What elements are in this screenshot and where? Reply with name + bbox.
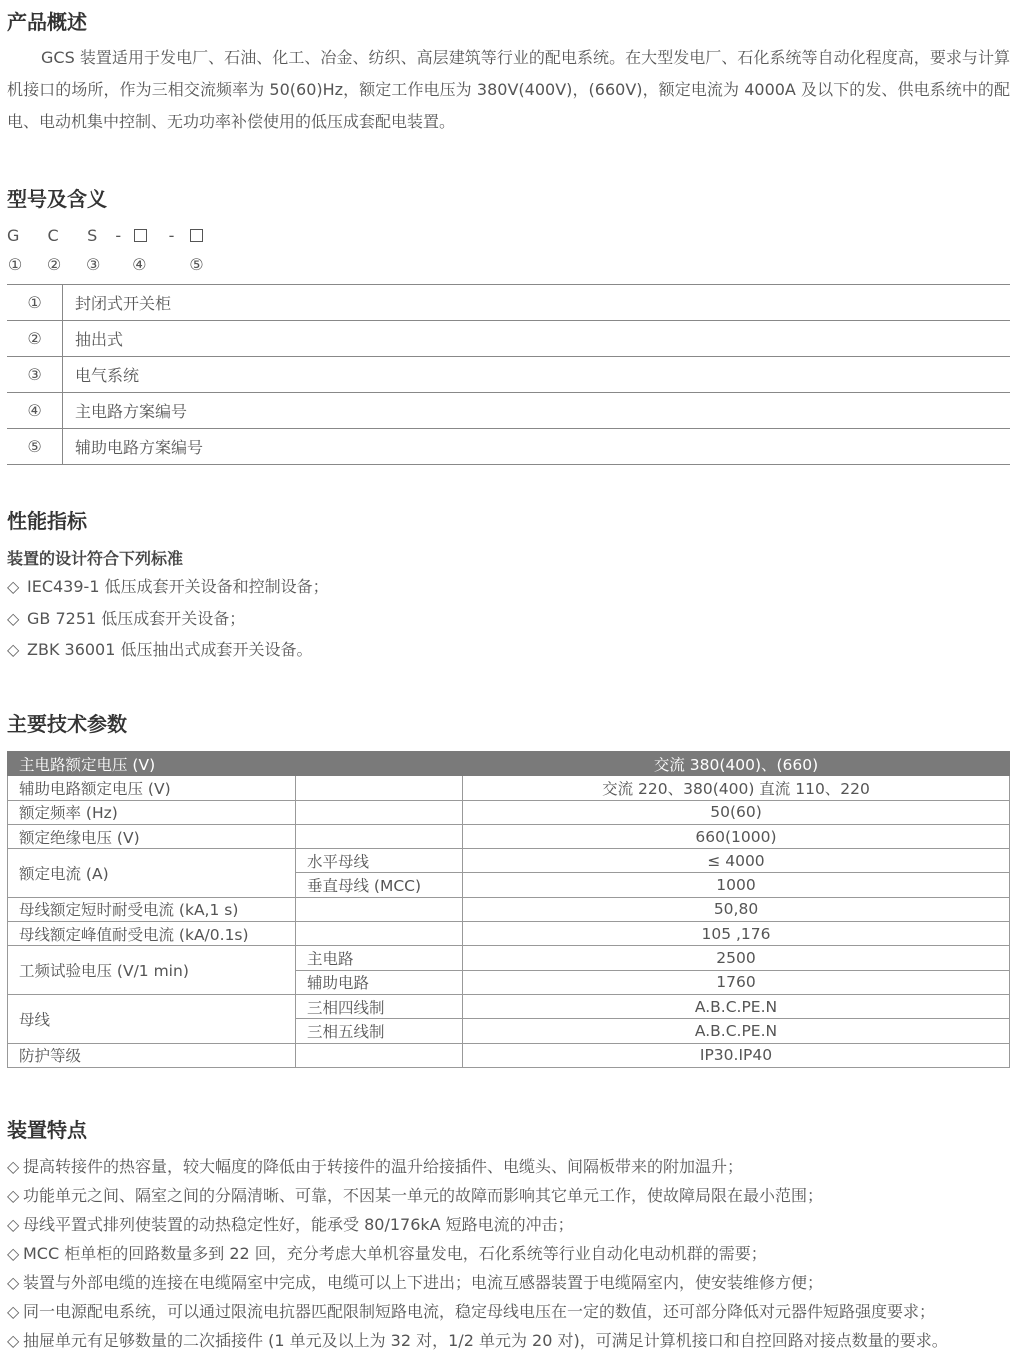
table-row (7, 429, 1010, 465)
model-letter-g: G (7, 226, 20, 245)
row-num: ② (7, 321, 63, 357)
list-item (7, 1326, 948, 1355)
model-meaning-table (7, 284, 1010, 465)
table-row (8, 824, 1010, 848)
overview-title: 产品概述 (7, 10, 87, 34)
table-row (8, 849, 1010, 873)
list-item (7, 1239, 948, 1268)
list-item-text: 同一电源配电系统，可以通过限流电抗器匹配限制短路电流，稳定母线电压在一定的数值，还可部分降低对元器件短路强度要求； (23, 1302, 936, 1321)
cell-value: 1000 (463, 873, 1010, 897)
cell-value: A.B.C.PE.N (463, 994, 1010, 1018)
list-item-text: ZBK 36001 低压抽出式成套开关设备。 (27, 640, 313, 659)
diamond-icon: ◇ (7, 1157, 20, 1176)
cell-value: 50,80 (463, 897, 1010, 921)
cell-label: 工频试验电压 (V/1 min) (8, 946, 296, 995)
cell-value: 105 ,176 (463, 922, 1010, 946)
row-num: ③ (7, 357, 63, 393)
params-title: 主要技术参数 (7, 712, 127, 736)
row-text: 电气系统 (63, 357, 1011, 393)
list-item-text: MCC 柜单柜的回路数量多到 22 回，充分考虑大单机容量发电，石化系统等行业自动化电动机群的需要； (23, 1244, 767, 1263)
diamond-icon: ◇ (7, 1244, 20, 1263)
table-row (7, 393, 1010, 429)
diamond-icon: ◇ (7, 1302, 20, 1321)
diamond-icon: ◇ (7, 640, 20, 659)
model-marker-1: ① (7, 255, 23, 274)
cell-value: 50(60) (463, 800, 1010, 824)
row-num: ④ (7, 393, 63, 429)
list-item-text: GB 7251 低压成套开关设备； (27, 608, 246, 628)
model-dash-1: - (115, 226, 122, 245)
cell-value: 660(1000) (463, 824, 1010, 848)
diamond-icon: ◇ (7, 608, 20, 628)
diamond-icon: ◇ (7, 1273, 20, 1292)
list-item-text: 母线平置式排列使装置的动热稳定性好，能承受 80/176kA 短路电流的冲击； (23, 1215, 574, 1234)
cell-sublabel: 水平母线 (296, 849, 463, 873)
table-header-row (8, 752, 1010, 776)
cell-value: IP30.IP40 (463, 1043, 1010, 1067)
model-code (7, 226, 203, 245)
list-item (7, 634, 329, 666)
model-markers (7, 255, 204, 274)
list-item (7, 1210, 948, 1239)
table-row (8, 800, 1010, 824)
cell-value: A.B.C.PE.N (463, 1019, 1010, 1043)
model-letter-s: S (87, 226, 98, 245)
row-num: ① (7, 285, 63, 321)
features-list (7, 1152, 948, 1355)
params-table (7, 751, 1010, 1068)
table-row (8, 922, 1010, 946)
list-item (7, 571, 329, 603)
cell-label: 防护等级 (8, 1043, 296, 1067)
cell-value: 2500 (463, 946, 1010, 970)
model-box-1 (134, 229, 147, 242)
diamond-icon: ◇ (7, 1215, 20, 1234)
model-marker-5: ⑤ (189, 255, 204, 274)
diamond-icon: ◇ (7, 1186, 20, 1205)
model-dash-2: - (168, 226, 175, 245)
table-row (7, 321, 1010, 357)
cell-value: ≤ 4000 (463, 849, 1010, 873)
list-item-text: 提高转接件的热容量，较大幅度的降低由于转接件的温升给接插件、电缆头、间隔板带来的附加温升； (23, 1157, 744, 1176)
cell-sublabel: 垂直母线 (MCC) (296, 873, 463, 897)
row-text: 封闭式开关柜 (63, 285, 1011, 321)
cell-value: 交流 220、380(400) 直流 110、220 (463, 776, 1010, 800)
list-item (7, 1152, 948, 1181)
cell-label: 辅助电路额定电压 (V) (8, 776, 296, 800)
performance-subtitle: 装置的设计符合下列标准 (7, 549, 184, 568)
cell-label: 额定绝缘电压 (V) (8, 824, 296, 848)
cell-sublabel: 三相五线制 (296, 1019, 463, 1043)
overview-text: GCS 装置适用于发电厂、石油、化工、冶金、纺织、高层建筑等行业的配电系统。在大型发电厂、石化系统等自动化程度高，要求与计算机接口的场所，作为三相交流频率为 50(60)Hz，额定工作电压为 380V(400V)，(660V)，额定电流为 4000A 及以下的发、供电系统中的配电、电动机集中控制、无功功率补偿使用的低压成套配电装置。 (7, 48, 1010, 131)
model-marker-2: ② (46, 255, 62, 274)
cell-label: 主电路额定电压 (V) (8, 752, 463, 776)
performance-title: 性能指标 (7, 509, 87, 533)
overview-paragraph (7, 42, 1010, 138)
cell-label: 额定频率 (Hz) (8, 800, 296, 824)
diamond-icon: ◇ (7, 1331, 20, 1350)
list-item-text: 抽屉单元有足够数量的二次插接件 (1 单元及以上为 32 对，1/2 单元为 20 对)，可满足计算机接口和自控回路对接点数量的要求。 (23, 1331, 948, 1350)
table-row (7, 285, 1010, 321)
model-box-2 (190, 229, 203, 242)
row-text: 辅助电路方案编号 (63, 429, 1011, 465)
list-item (7, 1268, 948, 1297)
cell-value: 交流 380(400)、(660) (463, 752, 1010, 776)
cell-sublabel: 三相四线制 (296, 994, 463, 1018)
table-row (8, 1043, 1010, 1067)
features-title: 装置特点 (7, 1118, 87, 1142)
standards-list (7, 571, 329, 666)
table-row (8, 897, 1010, 921)
list-item (7, 603, 329, 635)
table-row (8, 994, 1010, 1018)
list-item (7, 1297, 948, 1326)
model-title: 型号及含义 (7, 187, 107, 211)
model-marker-3: ③ (86, 255, 101, 274)
cell-value: 1760 (463, 970, 1010, 994)
model-letter-c: C (47, 226, 59, 245)
cell-label: 额定电流 (A) (8, 849, 296, 898)
model-marker-4: ④ (132, 255, 147, 274)
list-item-text: IEC439-1 低压成套开关设备和控制设备； (27, 577, 329, 596)
row-text: 主电路方案编号 (63, 393, 1011, 429)
cell-label: 母线额定峰值耐受电流 (kA/0.1s) (8, 922, 296, 946)
table-row (8, 946, 1010, 970)
cell-sublabel: 辅助电路 (296, 970, 463, 994)
list-item-text: 装置与外部电缆的连接在电缆隔室中完成，电缆可以上下进出；电流互感器装置于电缆隔室内，使安装维修方便； (23, 1273, 824, 1292)
row-text: 抽出式 (63, 321, 1011, 357)
cell-label: 母线 (8, 994, 296, 1043)
cell-sublabel: 主电路 (296, 946, 463, 970)
list-item (7, 1181, 948, 1210)
row-num: ⑤ (7, 429, 63, 465)
diamond-icon: ◇ (7, 577, 20, 596)
table-row (7, 357, 1010, 393)
list-item-text: 功能单元之间、隔室之间的分隔清晰、可靠，不因某一单元的故障而影响其它单元工作，使故障局限在最小范围； (23, 1186, 824, 1205)
table-row (8, 776, 1010, 800)
cell-label: 母线额定短时耐受电流 (kA,1 s) (8, 897, 296, 921)
